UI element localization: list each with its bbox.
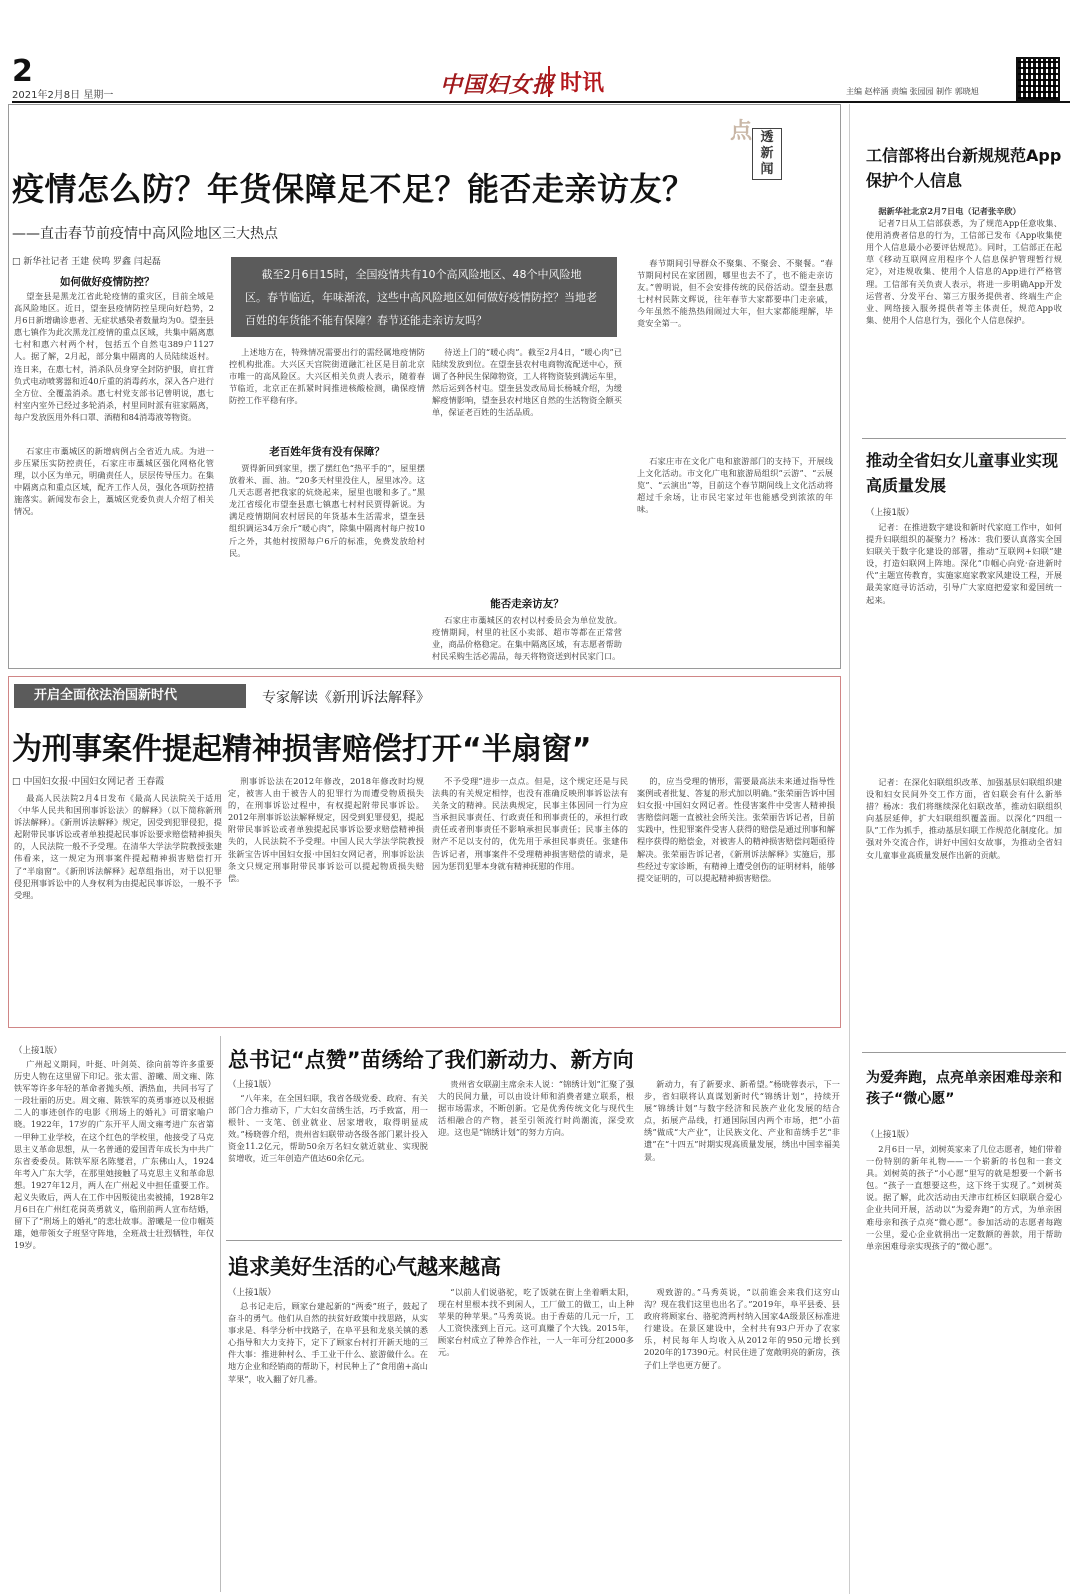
story1-column-3: 上述地方在，特殊情况需要出行的需经属地疫情防控机构批准。大兴区天宫院街道融汇社区是目前北京市唯一的高风险区。大兴区相关负责人表示，随着春节临近，北京正在抓紧时间推进核酸检测，确保疫情防控工作平稳有序。 <box>229 347 425 406</box>
right-divider-2 <box>862 1052 1066 1053</box>
story1-byline: □ 新华社记者 王建 侯鸣 罗鑫 闫起磊 <box>12 257 161 267</box>
story1-headline: 疫情怎么防？年货保障足不足？能否走亲访友？ <box>12 170 695 208</box>
story1-column-4: 贾得新回到家里，摆了摆红色“热平手的”，屋里摆放着米、面、油。“20多天村里没住人，屋里冰冷。这几天志愿者把我家的炕烧起来，屋里也暖和多了。”黑龙江省绥化市望奎县惠七镇惠七村村民贾得新说。为满足疫情期间农村居民的年货基本生活需求，望奎县组织调运34万余斤“暖心肉”，除集中隔离村每户按10斤之外，其他村按照每户6斤的标准，免费发放给村民。 <box>229 463 425 558</box>
left-column-text: 广州起义期间，叶挺、叶剑英、徐向前等许多重要历史人物在这里留下印记。张太雷、游曦、周文雍、陈铁军等许多年轻的革命者抛头颅、洒热血，共同书写了一段壮丽的历史。周文雍、陈铁军的英勇事迹以及根据二人的事迹创作的电影《刑场上的婚礼》可谓家喻户晓。1922年，17岁的广东开平人周文雍考进广东省第一甲种工业学校，在这个红色的学校里，他接受了马克思主义革命思想，从一名普通的爱国青年成长为中共广东省委委员。陈铁军原名陈燮君，广东佛山人，1924年考入广东大学，在那里她接触了马克思主义和革命思想。1927年12月，两人在广州起义中担任重要工作。起义失败后，两人在工作中因叛徒出卖被捕，1928年2月6日在广州红花岗英勇就义，临刑前两人宣布结婚，留下了“刑场上的婚礼”的悲壮故事。游曦是一位巾帼英雄，她带领女子班坚守阵地，全班战士壮烈牺牲，年仅19岁。 <box>14 1059 214 1251</box>
masthead-rule <box>12 101 1070 103</box>
right-story3-continued: （上接1版） <box>866 1130 914 1140</box>
story3-column-2: 贵州省女联副主席余未人说：“锦绣计划”汇聚了强大的民间力量，可以由设计师和消费者建立联系，根据市场需求，不断创新。它是优秀传统文化与现代生活相融合的产物，甚至引领流行时尚潮流，深受欢迎。这也是“锦绣计划”的努力方向。 <box>438 1079 634 1138</box>
story2-column-4: 的，应当受理的情形，需要最高法未来通过指导性案例或者批复、答复的形式加以明确。”张荣丽告诉中国妇女报·中国妇女网记者。性侵害案件中受害人精神损害赔偿问题一直被社会所关注。张荣丽告诉记者，目前实践中，性犯罪案件受害人获得的赔偿是通过刑事和解程序获得的赔偿金，对被害人的精神损害赔偿问题亟待解决。张荣丽告诉记者，《新刑诉法解释》实施后，那些经过专家诊断，有精神上遭受创伤的证明材料，能够提交证明的，可以提起精神损害赔偿。 <box>637 776 835 883</box>
story1-column-7: 春节期间引导群众不聚集、不聚会、不聚餐。“春节期间村民在家团圆，哪里也去不了，也不能走亲访友。”曾明说，但不会安排传统的民俗活动。望奎县惠七村村民陈文辉说，往年春节大家都要串门走亲戚，今年虽然不能热热闹闹过大年，但大家都能理解，毕竟安全第一。 <box>637 258 833 329</box>
touxinwen-badge: 透新闻 <box>752 128 782 180</box>
story1-subheadline: ——直击春节前疫情中高风险地区三大热点 <box>12 226 278 242</box>
story2-column-1: 最高人民法院2月4日发布《最高人民法院关于适用〈中华人民共和国刑事诉讼法〉的解释》（以下简称新刑诉法解释）。《新刑诉法解释》规定，因受到犯罪侵犯，提起附带民事诉讼或者单独提起民事诉讼要求赔偿精神损失的，人民法院一般不予受理。在清华大学法学院教授张建伟看来，这一规定为刑事案件提起精神损害赔偿打开了“半扇窗”。《新刑诉法解释》起草组指出，对于以犯罪侵犯刑事诉讼中的人身权利为由提起民事诉讼，一般不予受理。 <box>14 793 222 900</box>
story3-column-1: “八年来，在全国妇联，我省各级党委、政府、有关部门合力推动下，广大妇女苗绣生活，巧手致富，用一根针、一支笔、创业就业、居家增收，取得明显成效。”杨晓蓉介绍，贵州省妇联带动各级各部门累计投入资金11.2亿元，帮助50余万名妇女就近就业、实现脱贫增收，近三年创造产值达60余亿元。 <box>228 1093 428 1164</box>
right-story3-text: 2月6日一早，刘树英家来了几位志愿者，她们带着一份特别的新年礼物——一个崭新的书包和一套文具。刘树英的孩子“小心愿”里写的就是想要一个新书包。“孩子一直想要这些，这下终于实现了。”刘树英说。据了解，此次活动由天津市红桥区妇联联合爱心企业共同开展，活动以“为爱奔跑”的方式，为单亲困难母亲和孩子点亮“微心愿”。参加活动的志愿者每跑一公里，爱心企业就捐出一定数额的善款，用于帮助单亲困难母亲实现孩子的“微心愿”。 <box>866 1144 1062 1251</box>
left-column-continued: （上接1版） <box>14 1046 62 1056</box>
issue-date: 2021年2月8日 星期一 <box>12 90 114 101</box>
right-column-divider <box>849 104 850 1594</box>
story2-banner: 开启全面依法治国新时代 <box>14 684 246 708</box>
right-headline-app-privacy: 工信部将出台新规规范App保护个人信息 <box>866 146 1062 190</box>
paper-name: 中国妇女报 <box>440 72 556 98</box>
story2-column-2: 刑事诉讼法在2012年修改，2018年修改时均规定，被害人由于被告人的犯罪行为而遭受物质损失的，在刑事诉讼过程中，有权提起附带民事诉讼。2012年刑事诉讼法解释规定，因受到犯罪侵犯，提起附带民事诉讼或者单独提起民事诉讼要求赔偿精神损失的，人民法院不予受理。中国人民大学法学院教授张新宝告诉中国妇女报·中国妇女网记者，刑事诉讼法条文只规定刑事附带民事诉讼可以提起物质损失赔偿。 <box>228 776 424 883</box>
story4-continued: （上接1版） <box>228 1288 276 1298</box>
story1-column-2: 石家庄市藁城区的新增病例占全省近九成。为进一步压紧压实防控责任，石家庄市藁城区强化网格化管理，以小区为单元，明确责任人，层层传导压力。在集中隔离点和重点区域，配齐工作人员，强化各项防控措施落实。新闻发布会上，藁城区党委负责人介绍了相关情况。 <box>14 446 214 517</box>
badge-mark: 点 <box>730 118 753 144</box>
right-story2-text-b: 记者：在深化妇联组织改革、加强基层妇联组织建设和妇女民间外交工作方面，省妇联会有什么新举措？杨冰：我们将继续深化妇联改革，推动妇联组织向基层延伸，扩大妇联组织覆盖面。以深化“四组一队”工作为抓手，推动基层妇联工作规范化制度化。加强对外交流合作，讲好中国妇女故事，为推动全省妇女儿童事业高质量发展作出新的贡献。 <box>866 777 1062 860</box>
section-tag: 时讯 <box>548 66 604 97</box>
left-column-divider <box>220 1036 221 1592</box>
story1-column-5: 待送上门的“暖心肉”。截至2月4日，“暖心肉”已陆续发放到位。在望奎县农村电商物流配送中心，预调了各种民生保障物资，工人将物资装到满运车里，然后运到各村屯。望奎县发改局局长杨城介绍，为缓解疫情影响，望奎县农村地区自然的生活物资全额买单，保证老百姓的生活品质。 <box>432 347 622 418</box>
story3-column-3: 新动力，有了新要求、新希望。”杨晓蓉表示，下一步，省妇联将认真谋划新时代“锦绣计划”，持续开展“锦绣计划”与数字经济和民族产业化发展的结合点，拓展产品线，打通国际国内两个市场，把“小苗绣”做成“大产业”，让民族文化、产业和苗绣手艺“非遗”在“十四五”时期实现高质量发展，绣出中国幸福美景。 <box>644 1079 840 1162</box>
story2-byline: □ 中国妇女报·中国妇女网记者 王春霞 <box>12 777 165 787</box>
right-story2-text-a: 记者：在推进数字建设和新时代家庭工作中，如何提升妇联组织的凝聚力？杨冰：我们要认真落实全国妇联关于数字化建设的部署，推动“互联网+妇联”建设，打造妇联网上阵地。深化“巾帼心向党·奋进新时代”主题宣传教育，实施家庭家教家风建设工程，开展最美家庭寻访活动，引导广大家庭把爱家和爱国统一起来。 <box>866 522 1062 605</box>
story2-headline: 为刑事案件提起精神损害赔偿打开“半扇窗” <box>12 732 592 767</box>
right-divider-1 <box>862 438 1066 439</box>
story1-column-6: 石家庄市藁城区的农村以村委员会为单位发放。疫情期间，村里的社区小卖部、超市等都在正常营业，商品价格稳定。在集中隔离区域，有志愿者帮助村民采购生活必需品，每天将物资送到村民家门口。 <box>432 615 622 662</box>
right-story1-text: 据新华社北京2月7日电（记者张辛欣） 记者7日从工信部获悉，为了规范App任意收集、使用消费者信息的行为，工信部已发布《App收集使用个人信息最小必要评估规范》。同时，工信部正在起草《移动互联网应用程序个人信息保护管理暂行规定》，对违规收集、使用个人信息的App进行严格管理。工信部有关负责人表示，将进一步明确App开发运营者、分发平台、第三方服务提供者、终端生产企业、网络接入服务提供者等主体责任，规范App收集、使用个人信息行为，强化个人信息保护。 <box>866 206 1062 325</box>
story1-question-3: 能否走亲访友？ <box>490 598 564 610</box>
story1-callout: 截至2月6日15时，全国疫情共有10个高风险地区、48个中风险地区。春节临近，年味渐浓，这些中高风险地区如何做好疫情防控？当地老百姓的年货能不能有保障？春节还能走亲访友吗？ <box>231 257 617 337</box>
story1-column-8: 石家庄市在文化广电和旅游部门的支持下，开展线上文化活动。市文化广电和旅游局组织“云游”、“云展览”、“云演出”等，目前这个春节期间线上文化活动将超过千余场，让市民宅家过年也能感受到浓浓的年味。 <box>637 456 833 515</box>
story2-column-3: 不予受理”进步一点点。但是，这个规定还是与民法典的有关规定相悖，也没有准确反映刑事诉讼法有关条文的精神。民法典规定，民事主体因同一行为应当承担民事责任、行政责任和刑事责任的，承担行政责任或者刑事责任不影响承担民事责任；民事主体的财产不足以支付的，优先用于承担民事责任。张建伟告诉记者，刑事案件不受理精神损害赔偿的请求，是因为惩罚犯罪本身就有精神抚慰的作用。 <box>432 776 628 871</box>
story4-column-1: 总书记走后，顾家台建起新的“两委”班子，鼓起了奋斗的勇气。他们从自然的扶贫好政策中找思路，从实事求是、科学分析中找路子，在阜平县和龙泉关镇的悉心指导和大力支持下，定下了顾家台村打开新天地的三件大事：推进种村么、手工业干什么、旅游做什么。在地方企业和经销商的帮助下，村民种上了“食用菌+高山苹果”，收入翻了好几番。 <box>228 1301 428 1384</box>
right-headline-micro-wish: 为爱奔跑，点亮单亲困难母亲和孩子“微心愿” <box>866 1070 1062 1107</box>
story3-headline: 总书记“点赞”苗绣给了我们新动力、新方向 <box>228 1048 634 1072</box>
editor-credits: 主编 赵梓涵 责编 张园园 制作 郭晓旭 <box>846 87 979 96</box>
story3-divider <box>226 1240 842 1241</box>
page-number: 2 <box>12 54 33 89</box>
story1-column-1: 望奎县是黑龙江省此轮疫情的重灾区，目前全域是高风险地区。近日，望奎县疫情防控呈现向好趋势，2月6日新增确诊患者、无症状感染者数量均为0。望奎县惠七镇作为此次黑龙江疫情的重点区域，共集中隔离惠七村和惠六村两个村，包括五个自然屯389户1127人。据了解，2月起，部分集中隔离的人员陆续返村。连日来，在惠七村，消杀队员身穿全封防护服，肩扛背负式电动喷雾器和近40斤重的消毒药水，深入各户进行全方位、全覆盖消杀。惠七村党支部书记曾明说，惠七村室内室外已经过多轮消杀，村里同时派有驻家隔离，每户发放医用外科口罩、酒精和84消毒液等物资。 <box>14 291 214 422</box>
story4-column-2: “以前人们说骆驼，吃了饭就在街上坐着晒太阳，现在村里根本找不到闲人，工厂做工的做工，山上种苹果的种苹果。”马秀英说。由于香菇的几元一斤，工人工资快涨到上百元。这可真赚了个大钱。2015年，顾家台村成立了种养合作社，一人一年可分红2000多元。 <box>438 1287 634 1358</box>
qr-code-icon[interactable] <box>1016 57 1060 101</box>
right-headline-women-children: 推动全省妇女儿童事业实现高质量发展 <box>866 451 1059 495</box>
right-story2-continued: （上接1版） <box>866 508 914 518</box>
story3-continued: （上接1版） <box>228 1080 276 1090</box>
story4-column-3: 观致游的。”马秀英说，“以前谁会来我们这穷山沟？现在我们这里也出名了。”2019年，阜平县委、县政府将顾家台、骆驼湾两村纳入国家4A级景区标准进行建设。在景区建设中，全村共有93户开办了农家乐，村民每年人均收入从2012年的950元增长到2020年的17390元。村民住进了宽敞明亮的新房，孩子们上学也更方便了。 <box>644 1287 840 1370</box>
story2-subheadline: 专家解读《新刑诉法解释》 <box>262 690 430 706</box>
story1-question-1: 如何做好疫情防控？ <box>60 276 155 288</box>
story4-headline: 追求美好生活的心气越来越高 <box>228 1255 501 1279</box>
story1-question-2: 老百姓年货有没有保障？ <box>269 446 385 458</box>
